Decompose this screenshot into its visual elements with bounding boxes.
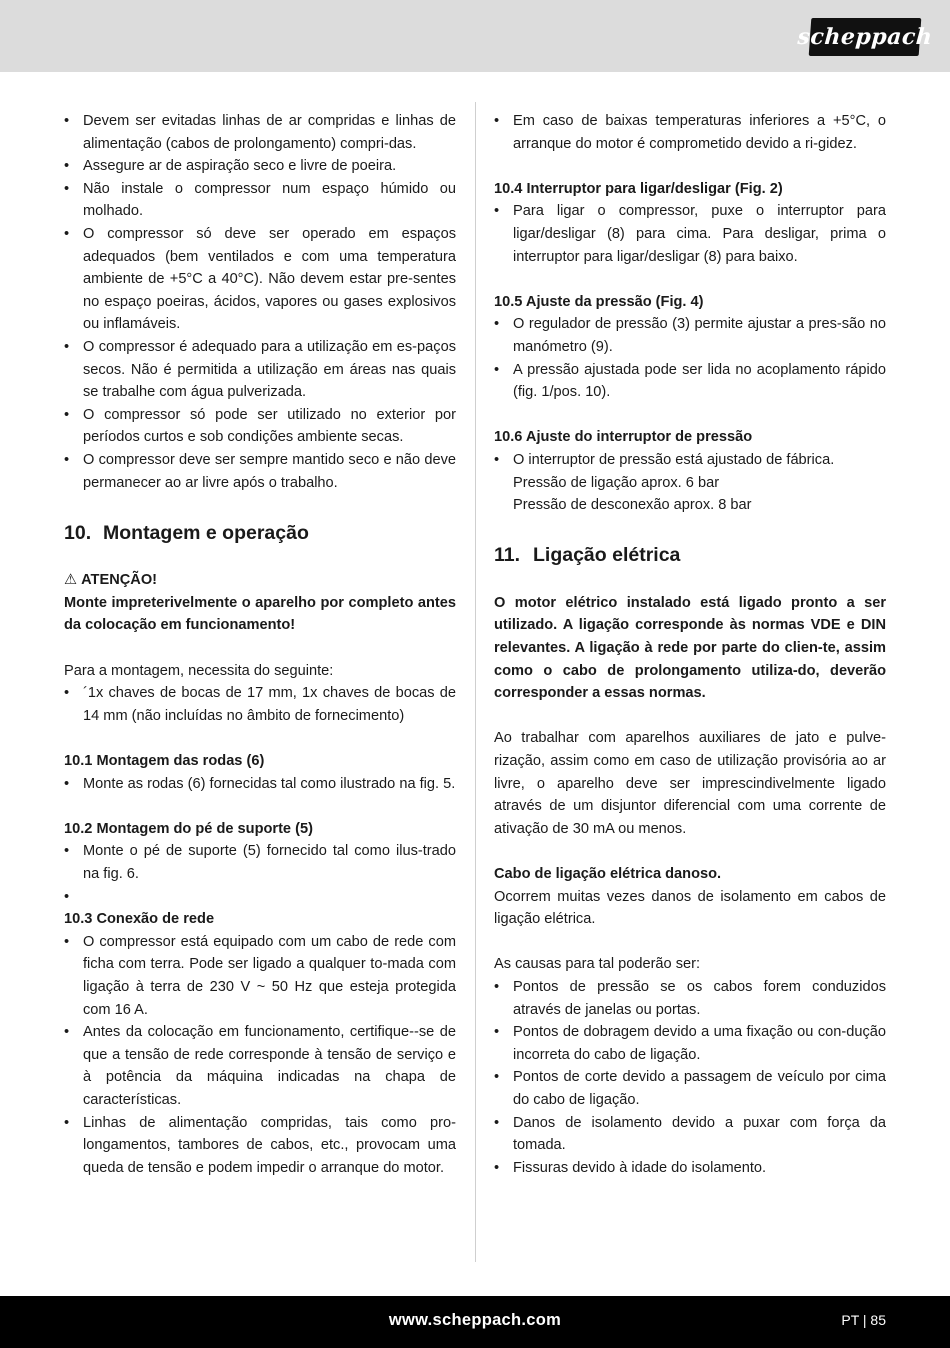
right-intro-list xyxy=(494,110,886,155)
list-item: • Em caso de baixas temperaturas inferiores a +5°C, o arranque do motor é comprometido devido a ri-gidez. xyxy=(494,110,886,155)
subsection-10-5-title: 10.5 Ajuste da pressão (Fig. 4) xyxy=(494,293,704,310)
cable-damage-text: Ocorrem muitas vezes danos de isolamento em cabos de ligação elétrica. xyxy=(494,888,886,928)
list-item: • Monte as rodas (6) fornecidas tal como ilustrado na fig. 5. xyxy=(64,773,456,796)
montagem-bullet-list xyxy=(64,682,456,727)
list-item: • O compressor está equipado com um cabo de rede com ficha com terra. Pode ser ligado a qualquer to-mada com ligação à terra de 230 V ~ 50 Hz que esteja protegida com 16 A. xyxy=(64,931,456,1021)
list-item: • O compressor só pode ser utilizado no exterior por períodos curtos e sob condições ambiente secas. xyxy=(64,404,456,449)
list-item: • Para ligar o compressor, puxe o interruptor para ligar/desligar (8) para cima. Para desligar, prima o interruptor para ligar/desligar (8) para baixo. xyxy=(494,200,886,268)
section-11-heading xyxy=(494,541,886,569)
subsection-10-3-list xyxy=(64,931,456,1180)
montagem-intro: Para a montagem, necessita do seguinte: xyxy=(64,662,334,679)
warning-label: ATENÇÃO! xyxy=(81,572,158,589)
causes-list xyxy=(494,976,886,1179)
list-item: • O compressor é adequado para a utilização em es-paços secos. Não é permitida a utilização em áreas nas quais se trabalhe com água pulverizada. xyxy=(64,336,456,404)
column-divider xyxy=(475,102,476,1262)
section-title: Ligação elétrica xyxy=(533,544,681,567)
electrical-paragraph: Ao trabalhar com aparelhos auxiliares de jato e pulve-rização, assim como em caso de utilização provisória ao ar livre, o aparelho deve ser imprescindivelmente ligado através de um disjuntor diferencial com uma corrente de ativação de 30 mA ou menos. xyxy=(494,730,886,837)
subsection-10-2-title: 10.2 Montagem do pé de suporte (5) xyxy=(64,820,313,837)
list-item: • A pressão ajustada pode ser lida no acoplamento rápido (fig. 1/pos. 10). xyxy=(494,359,886,404)
pressure-on-line: Pressão de ligação aprox. 6 bar xyxy=(513,474,720,491)
list-item: • Pontos de dobragem devido a uma fixação ou con-dução incorreta do cabo de ligação. xyxy=(494,1021,886,1066)
list-item: • Linhas de alimentação compridas, tais como pro-longamentos, tambores de cabos, etc., provocam uma queda de tensão e podem impedir o arranque do motor. xyxy=(64,1112,456,1180)
subsection-10-1-title: 10.1 Montagem das rodas (6) xyxy=(64,753,265,770)
section-number: 11. xyxy=(494,544,521,567)
brand-logo: scheppach xyxy=(809,18,922,56)
subsection-10-4-list xyxy=(494,200,886,268)
subsection-10-5-list xyxy=(494,313,886,403)
list-item: • O interruptor de pressão está ajustado de fábrica. xyxy=(494,449,886,472)
intro-bullet-list xyxy=(64,110,456,494)
list-item: • O compressor deve ser sempre mantido seco e não deve permanecer ao ar livre após o trabalho. xyxy=(64,449,456,494)
list-item: • O compressor só deve ser operado em espaços adequados (bem ventilados e com uma temperatura ambiente de +5°C a 40°C). Não devem estar pre-sentes no espaço poeiras, ácidos, vapores ou gases explosivos ou inflamáveis. xyxy=(64,223,456,336)
left-column xyxy=(64,110,456,1179)
section-title: Montagem e operação xyxy=(103,521,309,544)
page-footer xyxy=(0,1296,950,1348)
warning-text: Monte impreterivelmente o aparelho por completo antes da colocação em funcionamento! xyxy=(64,594,456,634)
causes-intro: As causas para tal poderão ser: xyxy=(494,956,701,973)
page-number: PT | 85 xyxy=(841,1312,886,1328)
list-item: • Pontos de corte devido a passagem de veículo por cima do cabo de ligação. xyxy=(494,1066,886,1111)
list-item: • Pontos de pressão se os cabos forem conduzidos através de janelas ou portas. xyxy=(494,976,886,1021)
subsection-10-4-title: 10.4 Interruptor para ligar/desligar (Fig. 2) xyxy=(494,180,783,197)
section-10-heading xyxy=(64,519,456,547)
list-item: • Assegure ar de aspiração seco e livre de poeira. xyxy=(64,155,456,178)
list-item: • Danos de isolamento devido a puxar com força da tomada. xyxy=(494,1112,886,1157)
subsection-10-6-title: 10.6 Ajuste do interruptor de pressão xyxy=(494,429,753,446)
section-number: 10. xyxy=(64,521,92,544)
pressure-off-line: Pressão de desconexão aprox. 8 bar xyxy=(513,497,752,514)
list-item: • O regulador de pressão (3) permite ajustar a pres-são no manómetro (9). xyxy=(494,313,886,358)
warning-heading xyxy=(64,569,456,592)
list-item: • Devem ser evitadas linhas de ar compridas e linhas de alimentação (cabos de prolongamento) compri-das. xyxy=(64,110,456,155)
list-item: • Não instale o compressor num espaço húmido ou molhado. xyxy=(64,178,456,223)
electrical-bold-paragraph: O motor elétrico instalado está ligado pronto a ser utilizado. A ligação corresponde às normas VDE e DIN relevantes. A ligação à rede por parte do clien-te, assim como o cabo de prolongamento utiliza-do, deverão corresponder a essas normas. xyxy=(494,594,886,702)
right-column xyxy=(494,110,886,1179)
list-item: • ´1x chaves de bocas de 17 mm, 1x chaves de bocas de 14 mm (não incluídas no âmbito de fornecimento) xyxy=(64,682,456,727)
subsection-10-3-title: 10.3 Conexão de rede xyxy=(64,911,215,928)
subsection-10-6-list xyxy=(494,449,886,472)
list-item: • Antes da colocação em funcionamento, certifique--se de que a tensão de rede corresponde à tensão de serviço e à potência da máquina indicadas na chapa de características. xyxy=(64,1021,456,1111)
subsection-10-2-list xyxy=(64,840,456,908)
empty-list-item xyxy=(64,886,456,909)
warning-icon: ⚠ xyxy=(64,572,78,589)
cable-damage-title: Cabo de ligação elétrica danoso. xyxy=(494,866,722,882)
website-link[interactable]: www.scheppach.com xyxy=(388,1311,562,1329)
subsection-10-1-list xyxy=(64,773,456,796)
page-header xyxy=(0,0,950,72)
list-item: • Fissuras devido à idade do isolamento. xyxy=(494,1157,886,1180)
list-item: • Monte o pé de suporte (5) fornecido tal como ilus-trado na fig. 6. xyxy=(64,840,456,885)
